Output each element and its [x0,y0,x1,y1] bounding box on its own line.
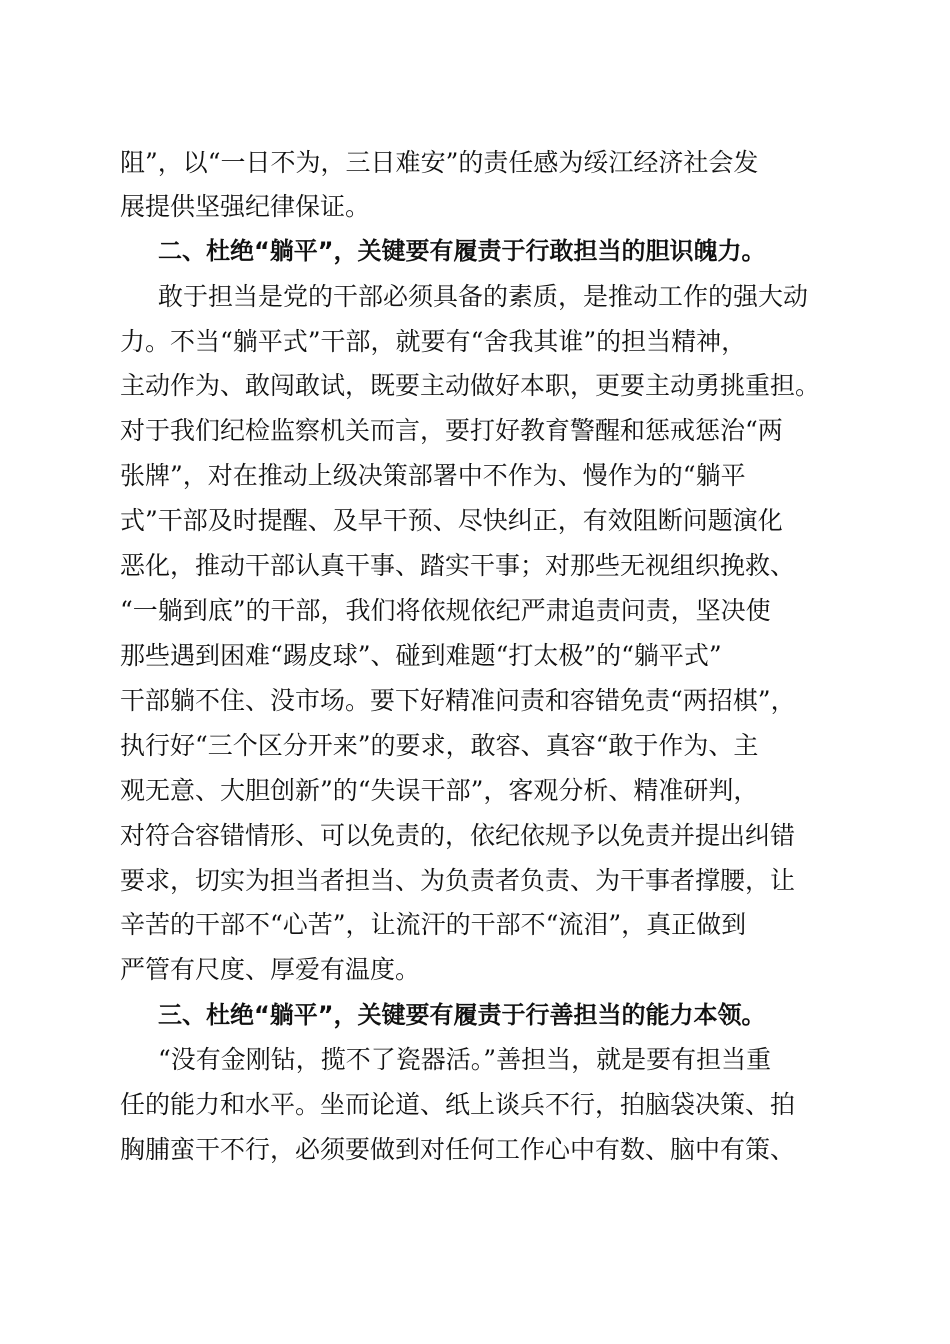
text-line: 展提供坚强纪律保证。 [120,192,371,221]
text-line: 式”干部及时提醒、及早干预、尽快纠正，有效阻断问题演化 [120,506,783,535]
text-line: 干部躺不住、没市场。要下好精准问责和容错免责“两招棋”， [120,686,796,715]
text-line: 力。不当“躺平式”干部，就要有“舍我其谁”的担当精神， [120,327,747,356]
text-line: 主动作为、敢闯敢试，既要主动做好本职，更要主动勇挑重担。 [120,371,821,400]
text-line: 执行好“三个区分开来”的要求，敢容、真容“敢于作为、主 [120,731,759,760]
text-line: 胸脯蛮干不行，必须要做到对任何工作心中有数、脑中有策、 [120,1135,796,1164]
text-line: 辛苦的干部不“心苦”，让流汗的干部不“流泪”，真正做到 [120,910,747,939]
section-heading-3: 三、杜绝“躺平”，关键要有履责于行善担当的能力本领。 [158,1001,766,1029]
text-line: “没有金刚钻，揽不了瓷器活。”善担当，就是要有担当重 [158,1045,772,1074]
text-line: 对符合容错情形、可以免责的，依纪依规予以免责并提出纠错 [120,821,796,850]
section-heading-2: 二、杜绝“躺平”，关键要有履责于行敢担当的胆识魄力。 [158,237,766,265]
text-line: 要求，切实为担当者担当、为负责者负责、为干事者撑腰，让 [120,866,796,895]
text-line: 任的能力和水平。坐而论道、纸上谈兵不行，拍脑袋决策、拍 [120,1090,796,1119]
text-line: 观无意、大胆创新”的“失误干部”，客观分析、精准研判， [120,776,759,805]
text-line: 阻”，以“一日不为，三日难安”的责任感为绥江经济社会发 [120,148,759,177]
text-line: “一躺到底”的干部，我们将依规依纪严肃追责问责，坚决使 [120,596,771,625]
text-line: 对于我们纪检监察机关而言，要打好教育警醒和惩戒惩治“两 [120,416,783,445]
text-line: 严管有尺度、厚爱有温度。 [120,955,421,984]
text-line: 那些遇到困难“踢皮球”、碰到难题“打太极”的“躺平式” [120,641,722,670]
text-line: 敢于担当是党的干部必须具备的素质，是推动工作的强大动 [158,282,809,311]
text-line: 张牌”，对在推动上级决策部署中不作为、慢作为的“躺平 [120,461,746,490]
text-line: 恶化，推动干部认真干事、踏实干事；对那些无视组织挽救、 [120,551,796,580]
